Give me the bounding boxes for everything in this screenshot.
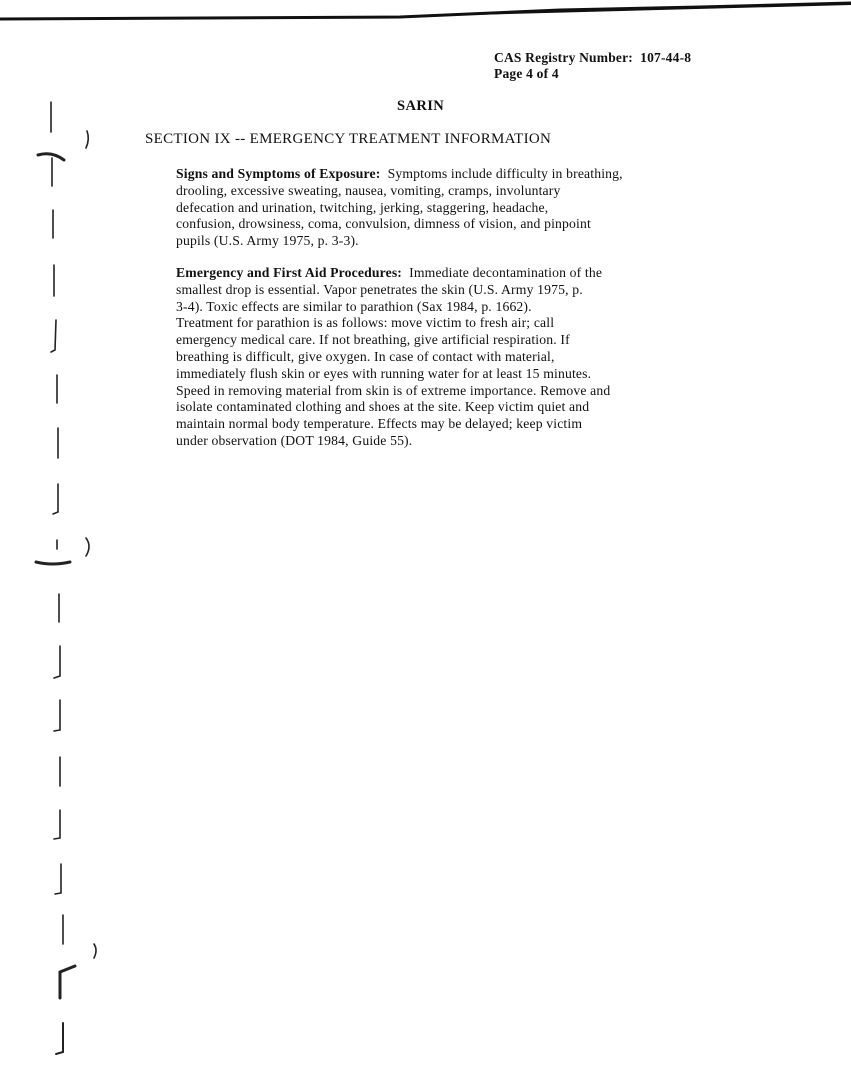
header-block: [494, 50, 691, 82]
cas-registry-line: [494, 50, 691, 66]
paragraph-line: emergency medical care. If not breathing, give artificial respiration. If: [176, 332, 570, 348]
first-aid-heading: Emergency and First Aid Procedures:: [176, 265, 402, 280]
paragraph-line: maintain normal body temperature. Effects may be delayed; keep victim: [176, 416, 583, 432]
paragraph-line: Emergency and First Aid Procedures: Immediate decontamination of the: [176, 265, 603, 280]
paragraph-line: drooling, excessive sweating, nausea, vomiting, cramps, involuntary: [176, 182, 561, 198]
paragraph-line: Speed in removing material from skin is of extreme importance. Remove and: [176, 382, 611, 398]
paragraph-line: pupils (U.S. Army 1975, p. 3-3).: [176, 233, 359, 249]
paragraph-line: breathing is difficult, give oxygen. In case of contact with material,: [176, 348, 555, 364]
paragraph-line: confusion, drowsiness, coma, convulsion, dimness of vision, and pinpoint: [176, 216, 591, 232]
paragraph-line: 3-4). Toxic effects are similar to parathion (Sax 1984, p. 1662).: [176, 298, 532, 314]
paragraph-line: defecation and urination, twitching, jerking, staggering, headache,: [176, 199, 549, 215]
paragraph-line: smallest drop is essential. Vapor penetrates the skin (U.S. Army 1975, p.: [176, 281, 583, 297]
paragraph-line: under observation (DOT 1984, Guide 55).: [176, 432, 413, 448]
paragraph-line: Treatment for parathion is as follows: move victim to fresh air; call: [176, 315, 555, 331]
document-title: SARIN: [397, 98, 445, 114]
cas-registry-number: 107-44-8: [640, 50, 692, 65]
signs-heading: Signs and Symptoms of Exposure:: [176, 166, 381, 181]
first-aid-paragraph: [176, 265, 766, 450]
signs-and-symptoms-paragraph: [176, 166, 766, 250]
paragraph-line: Signs and Symptoms of Exposure: Symptoms include difficulty in breathing,: [176, 166, 623, 181]
paragraph-line: isolate contaminated clothing and shoes at the site. Keep victim quiet and: [176, 399, 590, 415]
page-number: Page 4 of 4: [494, 66, 559, 81]
paragraph-line: immediately flush skin or eyes with running water for at least 15 minutes.: [176, 365, 592, 381]
section-heading: SECTION IX -- EMERGENCY TREATMENT INFORMATION: [145, 131, 552, 147]
cas-registry-label: CAS Registry Number:: [494, 50, 633, 65]
scan-top-border: [0, 0, 851, 40]
binding-marks: [0, 0, 120, 1090]
